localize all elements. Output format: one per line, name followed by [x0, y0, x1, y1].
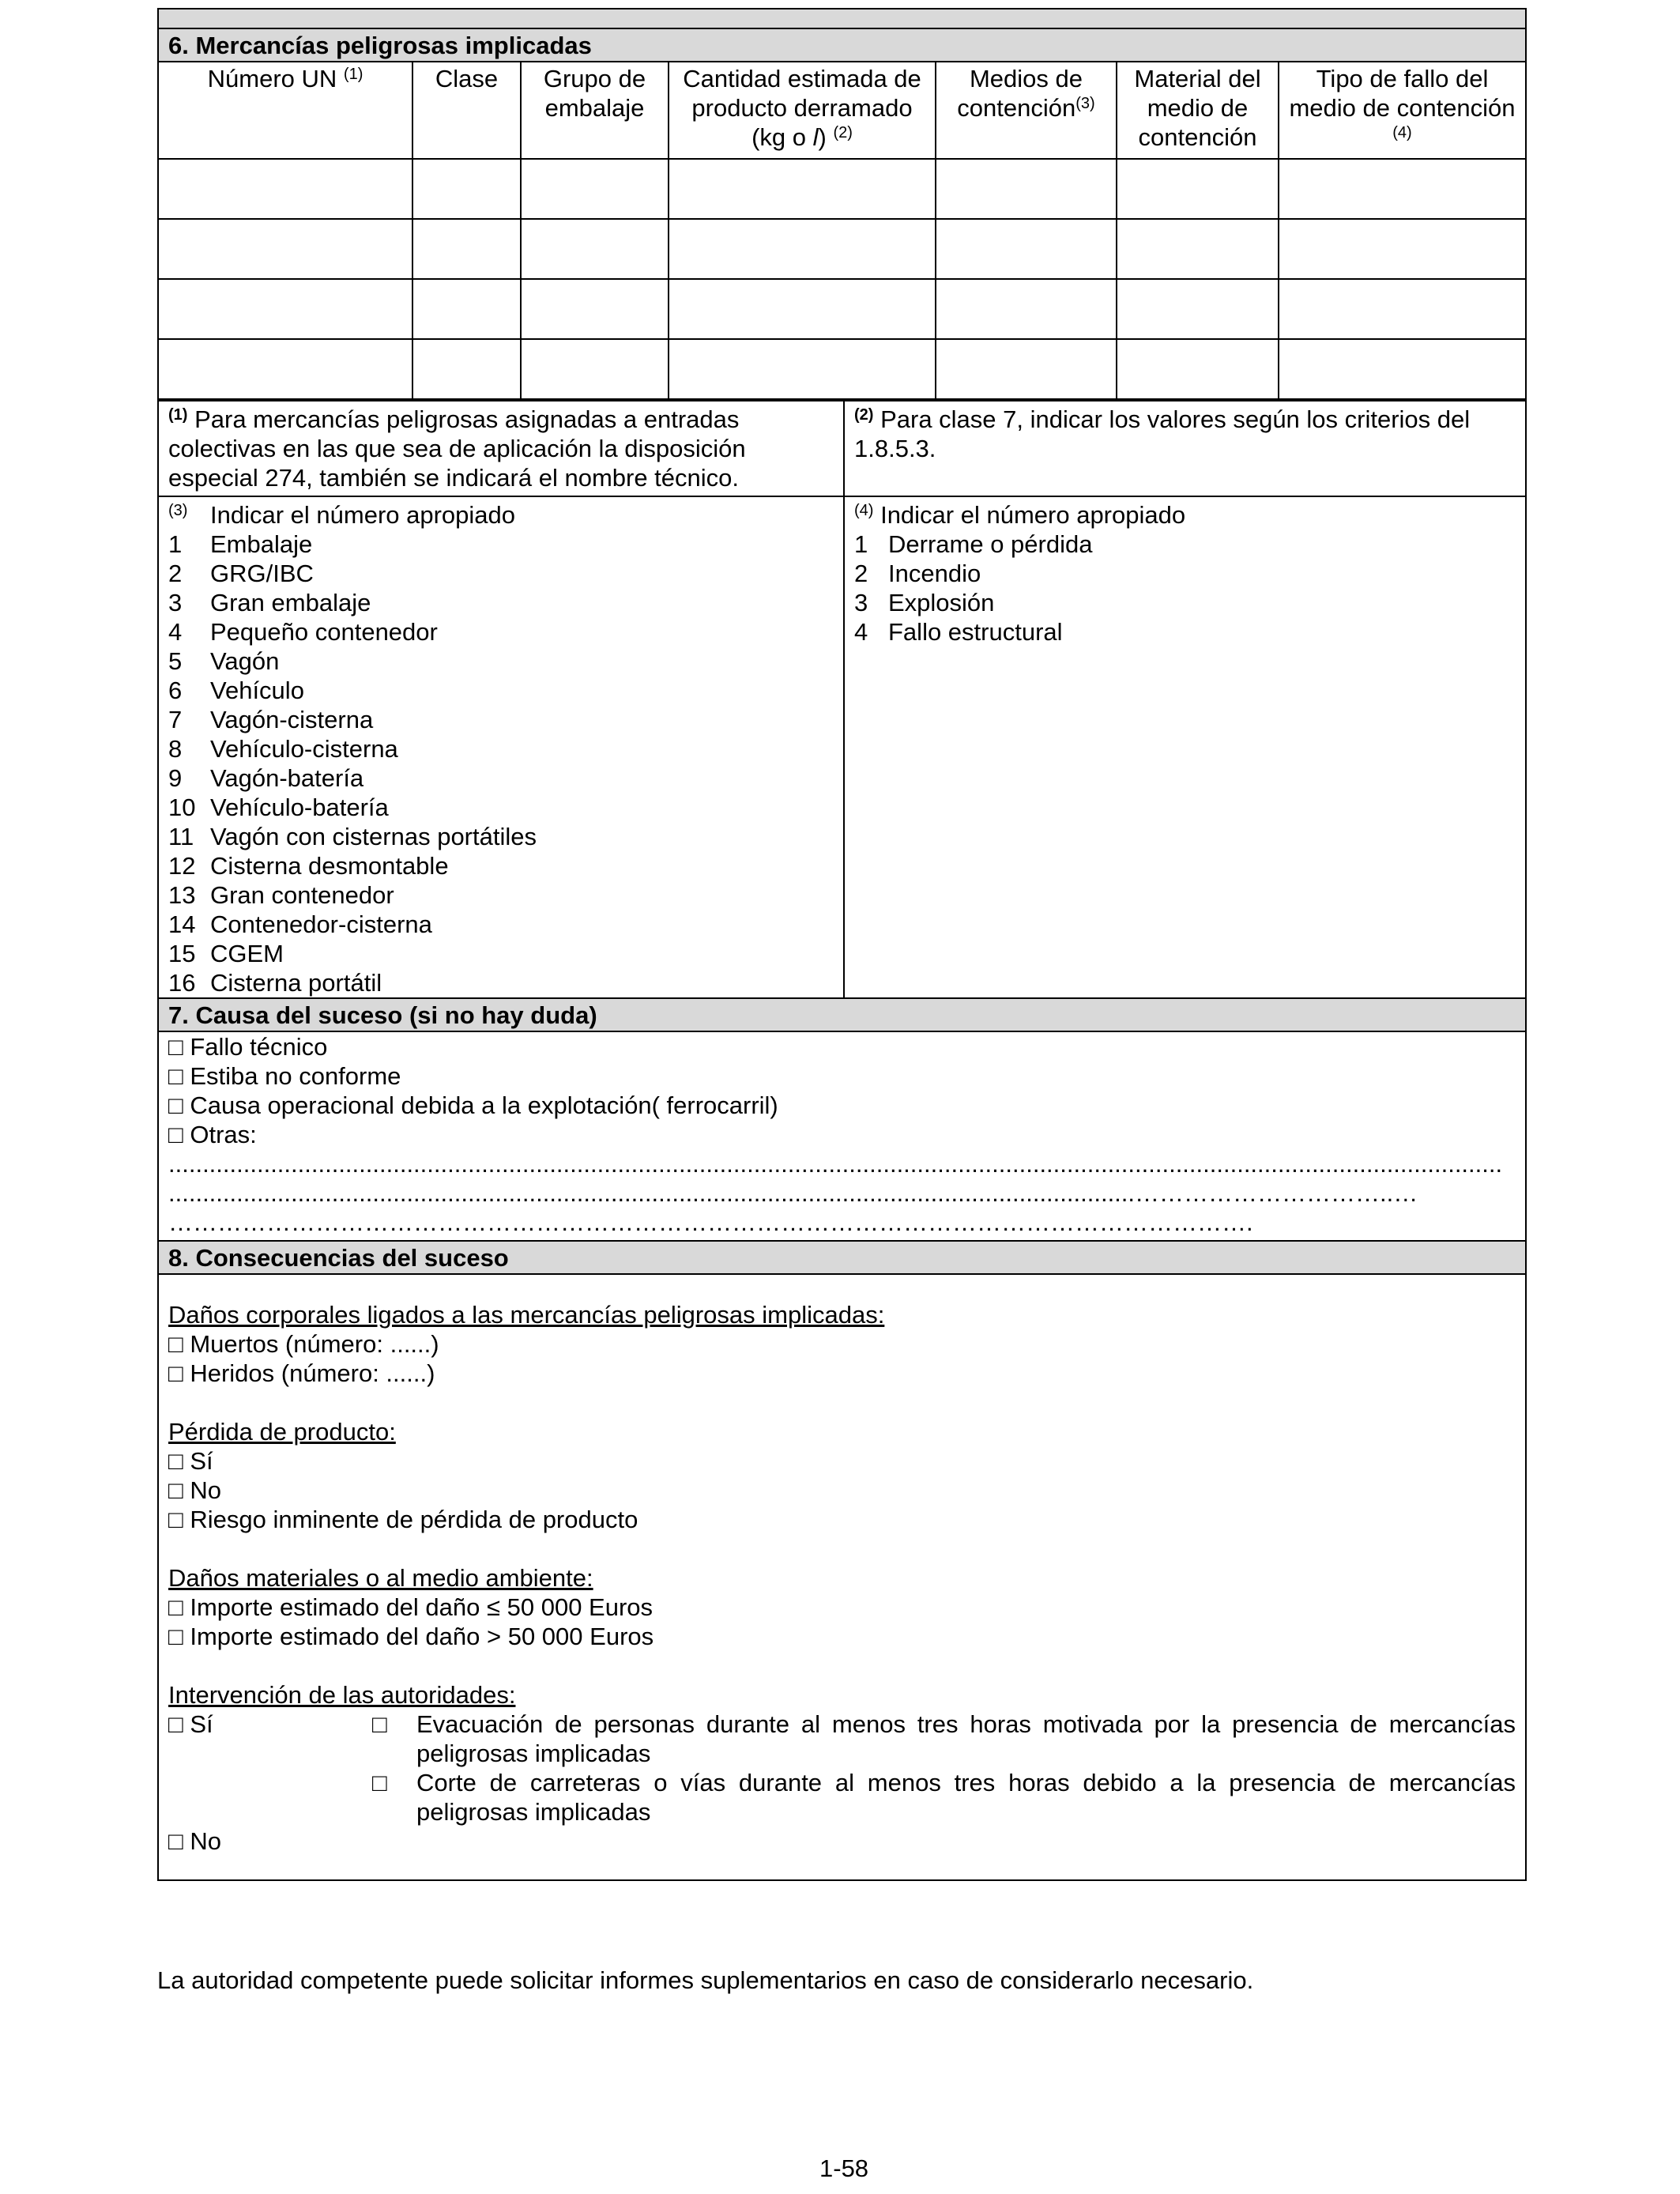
- blank-header-band: [159, 9, 1525, 29]
- list-item-number: 15: [168, 940, 196, 967]
- list-item-number: 2: [854, 560, 868, 587]
- list-item-label: Vehículo-cisterna: [210, 735, 398, 763]
- containment-means-list: $^{(3)}$ Indicar el número apropiado 1 Embalaje 2 GRG/IBC 3 Gran embalaje 4 Pequeño contenedor 5 Vagón 6 Vehículo 7 Vagón-cisterna 8 Vehículo-cisterna 9 Vagón-batería 10 Vehículo-batería 11 Vagón con cisternas portátiles 12 Cisterna desmontable 13 Gran contenedor 14 Contenedor-cisterna 15 CGEM 16 Cisterna portátil: [159, 497, 845, 997]
- list-item-label: Explosión: [888, 589, 995, 616]
- table-row: [159, 339, 1525, 399]
- list-item-number: 6: [168, 677, 183, 704]
- col-class: Clase: [412, 62, 521, 159]
- list-item-label: Cisterna portátil: [210, 969, 382, 997]
- list-item-number: 4: [168, 618, 183, 646]
- authorities-options: [168, 1710, 1516, 1826]
- checkbox-loss-no[interactable]: □ No: [168, 1476, 221, 1504]
- checkbox-damage-high[interactable]: □ Importe estimado del daño > 50 000 Euros: [168, 1623, 654, 1650]
- table-header-row: [159, 62, 1525, 159]
- list-item-number: 14: [168, 910, 196, 938]
- table-row: [159, 219, 1525, 279]
- list-item-label: Vehículo-batería: [210, 794, 389, 821]
- list-item-label: Gran embalaje: [210, 589, 371, 616]
- list-item-number: 16: [168, 969, 196, 997]
- list-item-number: 1: [168, 530, 183, 558]
- list-item-label: GRG/IBC: [210, 560, 314, 587]
- cell-input[interactable]: [669, 279, 936, 339]
- list-item: [168, 559, 834, 588]
- cell-input[interactable]: [1117, 339, 1279, 399]
- checkbox-injured[interactable]: □ Heridos (número: ......): [168, 1359, 435, 1387]
- cell-input[interactable]: [1279, 279, 1525, 339]
- checkbox-loss-risk[interactable]: □ Riesgo inminente de pérdida de producto: [168, 1506, 638, 1533]
- list-item-number: 2: [168, 560, 183, 587]
- checkbox-auth-yes[interactable]: □ Sí: [168, 1710, 213, 1738]
- product-loss-heading: Pérdida de producto:: [168, 1418, 396, 1446]
- checkbox-operational[interactable]: □ Causa operacional debida a la explotación( ferrocarril): [168, 1091, 778, 1119]
- other-dotted-line[interactable]: …………………………………………………………………………………………………………………….: [168, 1208, 1253, 1236]
- list-item: [168, 910, 834, 939]
- cell-input[interactable]: [936, 219, 1117, 279]
- list-item-label: Vagón-cisterna: [210, 706, 374, 733]
- col-quantity: Cantidad estimada de producto derramado (kg o l) $^{(2)}$: [669, 62, 936, 159]
- list-item: [168, 763, 834, 793]
- form-frame: [157, 8, 1527, 1881]
- list-item-number: 13: [168, 881, 196, 909]
- list-item-number: 7: [168, 706, 183, 733]
- checkbox-stowage[interactable]: □ Estiba no conforme: [168, 1062, 401, 1090]
- list-item-label: CGEM: [210, 940, 284, 967]
- section-6-title: 6. Mercancías peligrosas implicadas: [159, 29, 1525, 62]
- evacuation-label: Evacuación de personas durante al menos tres horas motivada por la presencia de mercancías peligrosas implicadas: [416, 1710, 1516, 1767]
- footnote-2: $^{(2)}$ Para clase 7, indicar los valores según los criterios del 1.8.5.3.: [854, 405, 1471, 462]
- list-item-number: 11: [168, 823, 194, 850]
- cell-input[interactable]: [936, 279, 1117, 339]
- col-packing-group: Grupo de embalaje: [521, 62, 669, 159]
- other-dotted-line[interactable]: ....................................................................................................................................................................................................: [168, 1150, 1503, 1178]
- other-dotted-line[interactable]: ..............................................................................................................................................…………………………..…: [168, 1179, 1418, 1207]
- list-item: [168, 588, 834, 617]
- list-item: [168, 676, 834, 705]
- page-number: 1-58: [819, 2154, 869, 2182]
- list-item: [168, 617, 834, 647]
- checkbox-other[interactable]: □ Otras:: [168, 1121, 257, 1148]
- authorities-heading: Intervención de las autoridades:: [168, 1681, 516, 1709]
- list-item: [168, 647, 834, 676]
- table-row: [159, 279, 1525, 339]
- cell-input[interactable]: [1279, 219, 1525, 279]
- list-item-number: 3: [854, 589, 868, 616]
- footnote-1: $^{(1)}$ Para mercancías peligrosas asignadas a entradas colectivas en las que sea de aplicación la disposición especial 274, también se indicará el nombre técnico.: [159, 401, 845, 496]
- list-item-number: 12: [168, 852, 196, 880]
- checkbox-loss-yes[interactable]: □ Sí: [168, 1447, 213, 1475]
- list-item-number: 5: [168, 647, 183, 675]
- list-item: [168, 939, 834, 968]
- failure-type-list: $^{(4)}$ Indicar el número apropiado 1 Derrame o pérdida 2 Incendio 3 Explosión 4 Fallo estructural: [845, 497, 1525, 997]
- list-item: [168, 968, 834, 997]
- list-item: [854, 530, 1516, 559]
- list-item-label: Pequeño contenedor: [210, 618, 438, 646]
- list-item: [168, 530, 834, 559]
- table-row: [159, 159, 1525, 219]
- list-item-number: 9: [168, 764, 183, 792]
- checkbox-evacuation[interactable]: □: [372, 1710, 387, 1738]
- list-item-number: 1: [854, 530, 868, 558]
- col-un-number: Número UN $^{(1)}$: [159, 62, 412, 159]
- list-item-label: Gran contenedor: [210, 881, 394, 909]
- list-item: [168, 734, 834, 763]
- cell-input[interactable]: [521, 159, 669, 219]
- list-item: [854, 559, 1516, 588]
- list-item: [168, 793, 834, 822]
- list-item: [168, 851, 834, 880]
- col-containment-means: Medios de contención$^{(3)}$: [936, 62, 1117, 159]
- list-item: [168, 822, 834, 851]
- cell-input[interactable]: [159, 279, 412, 339]
- cell-input[interactable]: [936, 159, 1117, 219]
- checkbox-damage-low[interactable]: □ Importe estimado del daño ≤ 50 000 Euros: [168, 1593, 654, 1621]
- list-item-label: Vehículo: [210, 677, 304, 704]
- checkbox-technical-failure[interactable]: □ Fallo técnico: [168, 1033, 328, 1061]
- list-item: [854, 588, 1516, 617]
- checkbox-deaths[interactable]: □ Muertos (número: ......): [168, 1330, 439, 1358]
- list-item-number: 3: [168, 589, 183, 616]
- checkbox-road-closure[interactable]: □: [372, 1769, 387, 1796]
- road-closure-label: Corte de carreteras o vías durante al menos tres horas debido a la presencia de mercancías peligrosas implicadas: [416, 1769, 1516, 1826]
- dangerous-goods-table: [159, 62, 1525, 400]
- col-containment-material: Material del medio de contención: [1117, 62, 1279, 159]
- section-8: [159, 1240, 1525, 1879]
- cell-input[interactable]: [521, 219, 669, 279]
- col-failure-type: Tipo de fallo del medio de contención $^{(4)}$: [1279, 62, 1525, 159]
- damage-heading: Daños materiales o al medio ambiente:: [168, 1564, 593, 1592]
- cell-input[interactable]: [1279, 159, 1525, 219]
- cell-input[interactable]: [521, 339, 669, 399]
- section-7: [159, 997, 1525, 1240]
- cell-input[interactable]: [1117, 279, 1279, 339]
- list-item-label: Vagón: [210, 647, 280, 675]
- section-7-title: 7. Causa del suceso (si no hay duda): [159, 999, 1525, 1032]
- closing-note: La autoridad competente puede solicitar informes suplementarios en caso de considerarlo necesario.: [157, 1966, 1254, 1994]
- cell-input[interactable]: [412, 159, 521, 219]
- list-item-label: Vagón-batería: [210, 764, 364, 792]
- cell-input[interactable]: [159, 159, 412, 219]
- list-item-label: Embalaje: [210, 530, 313, 558]
- list-item-number: 10: [168, 794, 196, 821]
- cell-input[interactable]: [1117, 159, 1279, 219]
- code-lists: [159, 496, 1525, 997]
- cell-input[interactable]: [412, 219, 521, 279]
- cell-input[interactable]: [521, 279, 669, 339]
- cell-input[interactable]: [669, 339, 936, 399]
- cell-input[interactable]: [159, 339, 412, 399]
- list-item-label: Vagón con cisternas portátiles: [210, 823, 537, 850]
- list-item: [854, 617, 1516, 647]
- list-item-label: Cisterna desmontable: [210, 852, 449, 880]
- injuries-heading: Daños corporales ligados a las mercancías peligrosas implicadas:: [168, 1301, 885, 1329]
- cell-input[interactable]: [936, 339, 1117, 399]
- section-8-title: 8. Consecuencias del suceso: [159, 1242, 1525, 1275]
- cell-input[interactable]: [1117, 219, 1279, 279]
- cell-input[interactable]: [412, 339, 521, 399]
- list-item-label: Fallo estructural: [888, 618, 1063, 646]
- checkbox-auth-no[interactable]: □ No: [168, 1827, 221, 1855]
- list-item-label: Derrame o pérdida: [888, 530, 1093, 558]
- cell-input[interactable]: [159, 219, 412, 279]
- list-item-number: 4: [854, 618, 868, 646]
- list-item: [168, 705, 834, 734]
- cell-input[interactable]: [669, 219, 936, 279]
- cell-input[interactable]: [412, 279, 521, 339]
- list-item: [168, 880, 834, 910]
- list-item-label: Contenedor-cisterna: [210, 910, 432, 938]
- list-item-label: Incendio: [888, 560, 981, 587]
- list-item-number: 8: [168, 735, 183, 763]
- cell-input[interactable]: [669, 159, 936, 219]
- cell-input[interactable]: [1279, 339, 1525, 399]
- footnotes-1-2: [159, 400, 1525, 496]
